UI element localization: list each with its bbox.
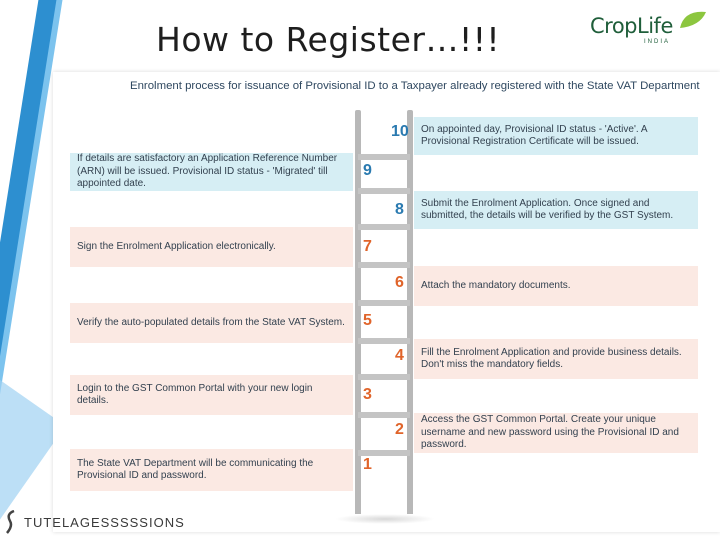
step-9-box [70, 153, 353, 191]
logo-brand-b: Life [637, 14, 673, 38]
diagram-heading: Enrolment process for issuance of Provisional ID to a Taxpayer already registered with the State VAT Department [130, 80, 700, 92]
step-4-number: 4 [395, 347, 404, 364]
step-10-number: 10 [391, 123, 409, 140]
step-1-number: 1 [363, 456, 372, 473]
step-4-box [414, 339, 698, 379]
step-6-text: Attach the mandatory documents. [421, 279, 571, 291]
footer-brand: TUTELAGESSSSSIONS [24, 515, 185, 530]
step-10-box [414, 117, 698, 155]
step-2-number: 2 [395, 421, 404, 438]
step-1-text: The State VAT Department will be communicating the Provisional ID and password. [77, 457, 314, 481]
ladder-rung [358, 262, 410, 268]
step-8-box [414, 191, 698, 229]
ladder-rung [358, 188, 410, 194]
step-6-box [414, 266, 698, 306]
step-1-box [70, 449, 353, 491]
ladder-rung [358, 412, 410, 418]
logo-sub: INDIA [644, 39, 671, 45]
step-3-text: Login to the GST Common Portal with your new login details. [77, 382, 313, 406]
step-7-box [70, 227, 353, 267]
ladder-rail-left [355, 110, 361, 518]
leaf-icon [678, 8, 708, 30]
step-8-number: 8 [395, 201, 404, 218]
slide-title: How to Register…!!! [156, 20, 501, 59]
step-5-number: 5 [363, 312, 372, 329]
footer-logo [4, 508, 185, 538]
step-2-text: Access the GST Common Portal. Create your unique username and new password using the Provisional ID and password. [421, 414, 679, 451]
step-4-text: Fill the Enrolment Application and provide business details. Don't miss the mandatory fields. [421, 346, 682, 370]
step-9-number: 9 [363, 162, 372, 179]
ladder-rung [358, 338, 410, 344]
step-2-box [414, 413, 698, 453]
ladder-rung [358, 374, 410, 380]
step-3-box [70, 375, 353, 415]
ladder-rung [358, 154, 410, 160]
step-10-text: On appointed day, Provisional ID status - 'Active'. A Provisional Registration Certificate will be issued. [421, 123, 647, 147]
step-8-text: Submit the Enrolment Application. Once signed and submitted, the details will be verified by the GST System. [421, 197, 674, 221]
step-5-text: Verify the auto-populated details from the State VAT System. [77, 316, 345, 328]
step-5-box [70, 303, 353, 343]
step-3-number: 3 [363, 386, 372, 403]
step-9-text: If details are satisfactory an Application Reference Number (ARN) will be issued. Provisional ID status - 'Migrated' till appointed date. [77, 153, 338, 190]
step-6-number: 6 [395, 274, 404, 291]
logo-brand-a: Crop [590, 14, 638, 38]
croplife-logo [586, 12, 716, 52]
brand-mark-icon [4, 510, 18, 534]
step-7-number: 7 [363, 238, 372, 255]
ladder-rung [358, 300, 410, 306]
ladder-rung [358, 224, 410, 230]
ladder-base [335, 514, 435, 524]
ladder-rail-right [407, 110, 413, 518]
step-7-text: Sign the Enrolment Application electronically. [77, 240, 276, 252]
